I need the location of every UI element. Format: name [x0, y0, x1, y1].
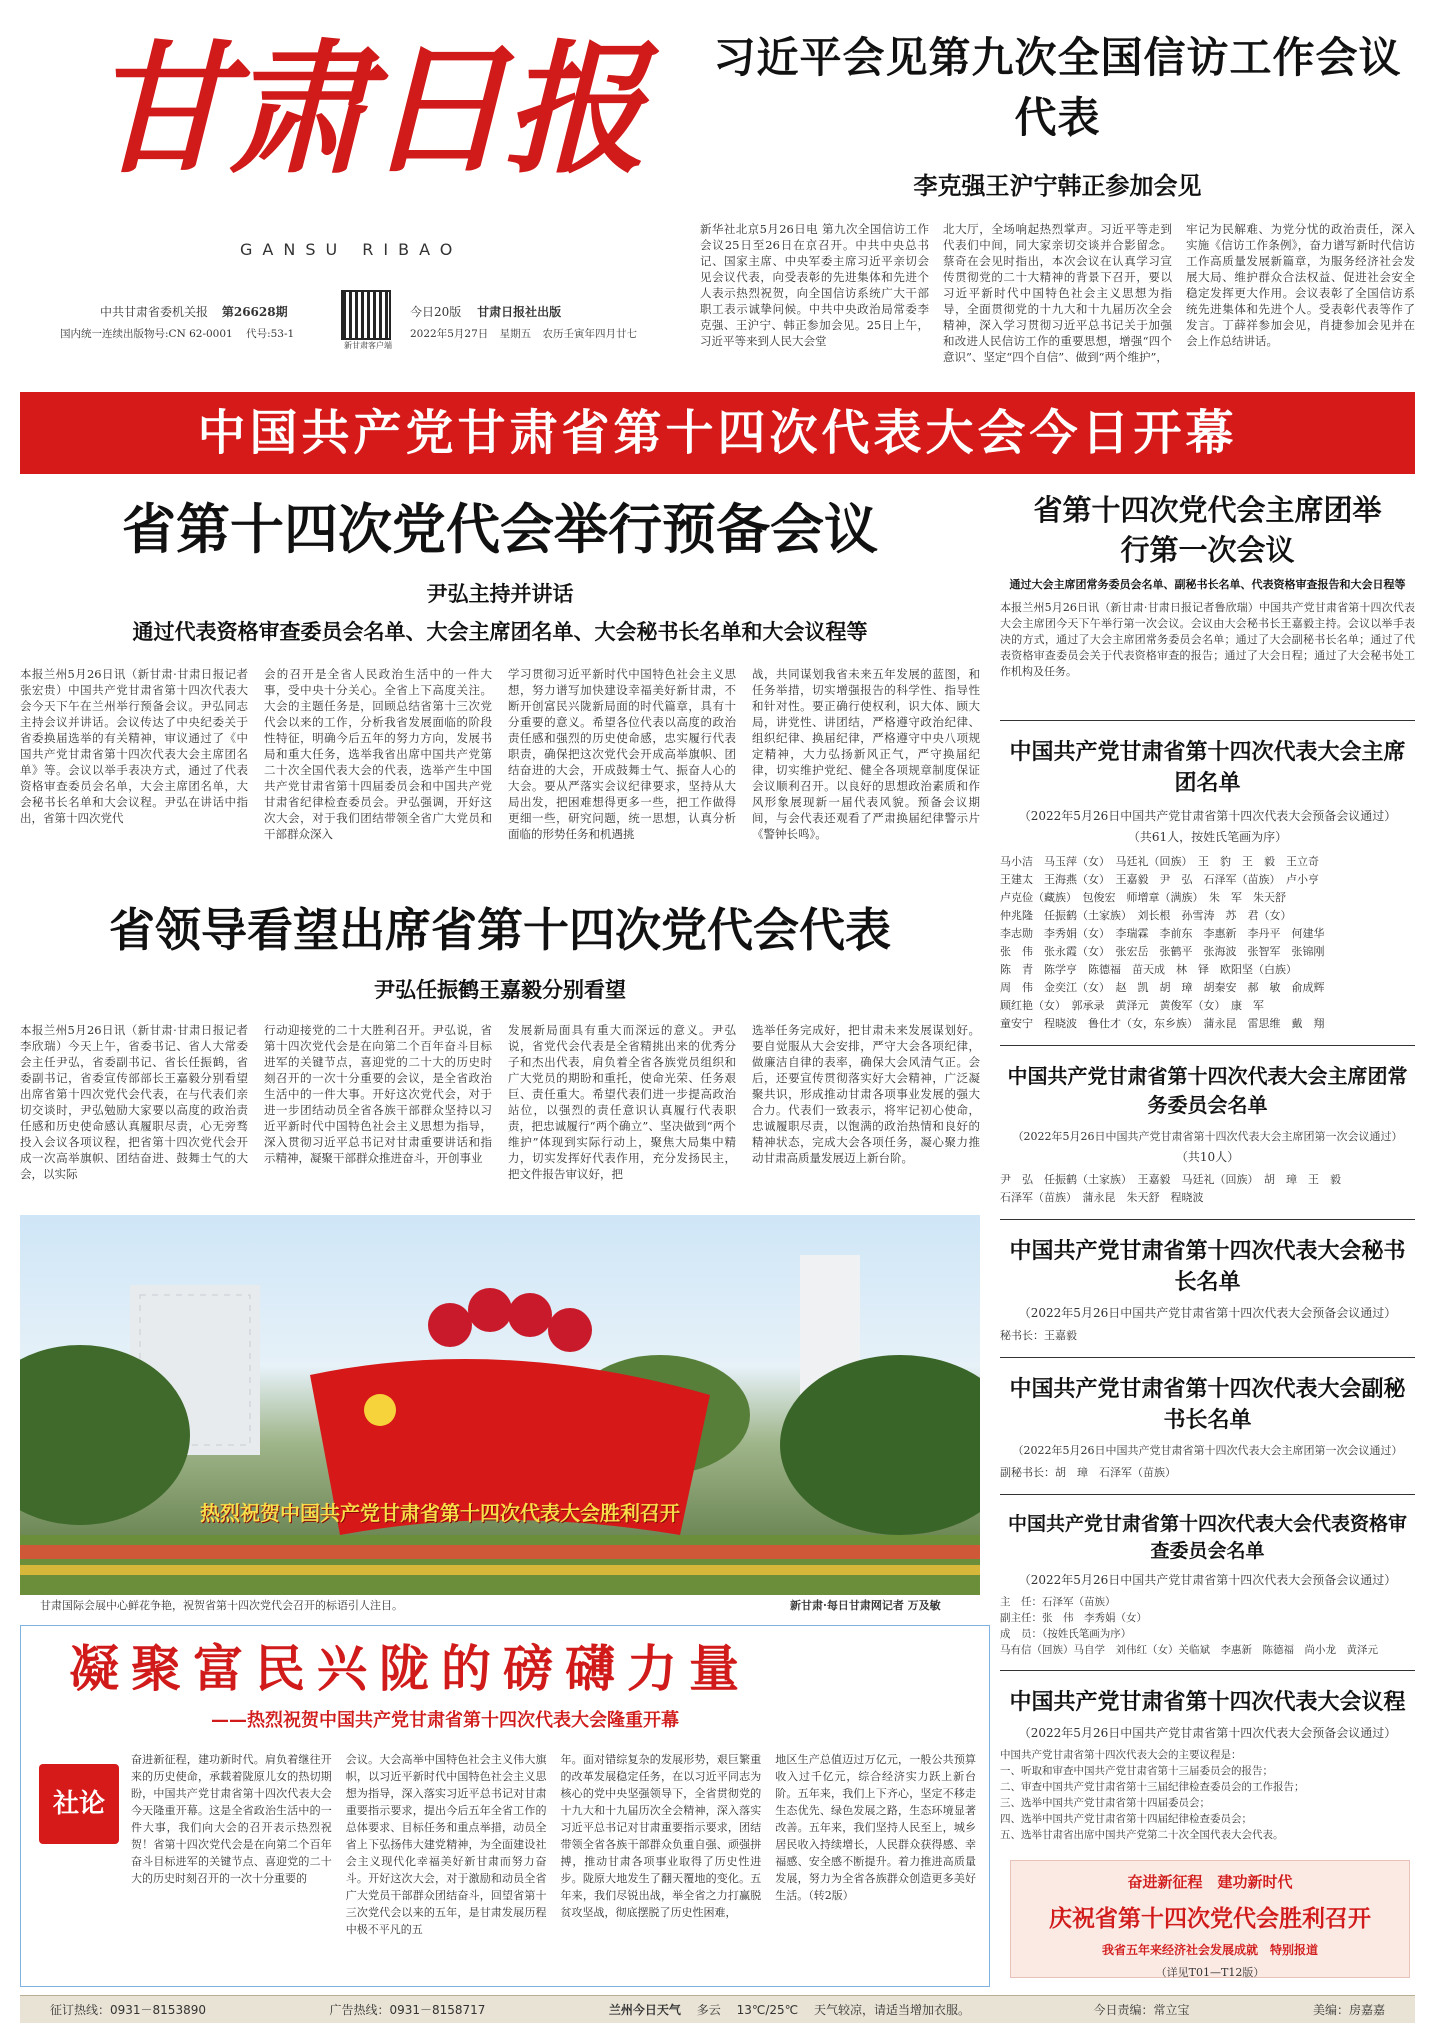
footer-ad: 广告热线：0931－8158717	[329, 2003, 486, 2017]
story-leaders-body	[20, 1022, 980, 1202]
editorial-col: 会议。大会高举中国特色社会主义伟大旗帜，以习近平新时代中国特色社会主义思想为指导，深入落实习近平总书记对甘肃重要指示要求，提出今后五年全省工作的总体要求、目标任务和重点举措，动员全省上下弘扬伟大建党精神，为全面建设社会主义现代化幸福美好新甘肃而努力奋斗。开好这次大会，对于激励和动员全省广大党员干部群众团结奋斗，回望省第十三次党代会以来的五年，是甘肃发展历程中极不平凡的五	[345, 1753, 547, 1936]
weather-text: 多云	[696, 2003, 721, 2017]
masthead-info-2	[60, 326, 294, 341]
masthead-info-3	[410, 303, 561, 320]
flower-row	[20, 1545, 980, 1559]
list-agenda-names: 中国共产党甘肃省第十四次代表大会的主要议程是： 一、听取和审查中国共产党甘肃省第十三届委员会的报告； 二、审查中国共产党甘肃省第十三届纪律检查委员会的工作报告； 三、选举中国共产党甘肃省第十四届委员会； 四、选举中国共产党甘肃省第十四届纪律检查委员会； 五、选举甘肃省出席中国共产党第二十次全国代表大会代表。	[1000, 1749, 1305, 1841]
list-presidium-title[interactable]: 中国共产党甘肃省第十四次代表大会主席团名单	[1009, 739, 1406, 796]
list-secretary-title[interactable]: 中国共产党甘肃省第十四次代表大会秘书长名单	[1009, 1238, 1406, 1295]
masthead	[20, 20, 700, 375]
list-secretary-sub: （2022年5月26日中国共产党甘肃省第十四次代表大会预备会议通过）	[1018, 1306, 1397, 1320]
story-prep-sub2: 通过代表资格审查委员会名单、大会主席团名单、大会秘书长名单和大会议程等	[132, 620, 868, 644]
list-standing-names: 尹 弘 任振鹤（土家族） 王嘉毅 马廷礼（回族） 胡 璋 王 毅 石泽军（苗族） 蒲永昆 朱天舒 程晓波	[1000, 1173, 1341, 1204]
flower-ball	[468, 1288, 512, 1332]
newspaper-logo: 甘肃日报	[90, 27, 642, 193]
editorial-subhead: ——热烈祝贺中国共产党甘肃省第十四次代表大会隆重开幕	[211, 1710, 679, 1731]
masthead-info-4	[410, 326, 637, 341]
top-story-body	[700, 221, 1415, 401]
story-leaders-headline[interactable]: 省领导看望出席省第十四次党代会代表	[109, 903, 891, 957]
top-story-col: 新华社北京5月26日电 第九次全国信访工作会议25日至26日在京召开。中共中央总书记、国家主席、中央军委主席习近平亲切会见会议代表，向受表彰的先进集体和先进个人表示热烈祝贺，向全国信访系统广大干部职工表示诚挚问候。中共中央政治局常委李克强、王沪宁、韩正参加会见。25日上午，习近平等来到人民大会堂	[700, 222, 929, 348]
story-prep	[20, 490, 980, 880]
weekday: 星期五	[499, 328, 532, 340]
list-standing-count: （共10人）	[1175, 1150, 1240, 1164]
qr-caption: 新甘肃客户端	[344, 341, 392, 350]
list-standing-title[interactable]: 中国共产党甘肃省第十四次代表大会主席团常务委员会名单	[1007, 1064, 1408, 1117]
footer-editor: 今日责编：常立宝	[1093, 2003, 1190, 2017]
flower-ball	[548, 1308, 592, 1352]
weather-notice: 天气较凉，请适当增加衣服。	[813, 2003, 970, 2017]
sidebar-story-headline[interactable]: 省第十四次党代会主席团举行第一次会议	[1033, 493, 1382, 567]
list-standing-sub: （2022年5月26日中国共产党甘肃省第十四次代表大会主席团第一次会议通过）	[1012, 1130, 1403, 1143]
list-agenda-title[interactable]: 中国共产党甘肃省第十四次代表大会议程	[1009, 1689, 1406, 1715]
list-secretary-names: 秘书长：王嘉毅	[1000, 1329, 1077, 1342]
list-agenda-sub: （2022年5月26日中国共产党甘肃省第十四次代表大会预备会议通过）	[1018, 1726, 1397, 1740]
footer-hotline: 征订热线：0931－8153890	[50, 2003, 206, 2017]
divider	[1000, 1670, 1415, 1671]
divider	[1000, 1494, 1415, 1495]
story-leaders-col: 行动迎接党的二十大胜利召开。尹弘说，省第十四次党代会是在向第二个百年奋斗目标进军的关键节点，喜迎党的二十大的历史时刻召开的一次十分重要的会议，是全省政治生活中的一件大事。开好这次党代会，对于进一步团结动员全省各族干部群众坚持以习近平新时代中国特色社会主义思想为指导，深入贯彻习近平总书记对甘肃重要讲话和指示精神，凝聚干部群众推进奋斗，开创事业	[264, 1023, 492, 1165]
weather-temp: 13℃/25℃	[736, 2003, 799, 2017]
sponsor: 中共甘肃省委机关报	[100, 305, 209, 319]
list-presidium-names: 马小洁 马玉萍（女） 马廷礼（回族） 王 豹 王 毅 王立奇 王建太 王海燕（女） 王嘉毅 尹 弘 石泽军（苗族） 卢小亨 卢克俭（藏族） 包俊宏 师增章（满族） 朱 军 朱天舒 仲兆隆 任振鹤（土家族） 刘长根 孙雪涛 苏 君（女） 李志勋 李秀娟（女） 李瑞霖 李前东 李惠新 李丹平 何建华 张 伟 张永霞（女） 张宏岳 张鹤平 张海波 张智军 张锦刚 陈 青 陈学亨 陈德福 苗天成 林 铎 欧阳坚（白族） 周 伟 金奕江（女） 赵 凯 胡 璋 胡秦安 郝 敏 俞成辉 顾红艳（女） 郭承录 黄泽元 黄俊军（女） 康 军 童安宁 程晓波 鲁仕才（女，东乡族） 蒲永昆 雷思维 戴 翔	[1000, 855, 1325, 1030]
list-presidium-count: （共61人，按姓氏笔画为序）	[1127, 830, 1288, 844]
photo-overlay-text: 热烈祝贺中国共产党甘肃省第十四次代表大会胜利召开	[200, 1501, 680, 1525]
top-story	[700, 28, 1415, 364]
top-story-subhead: 李克强王沪宁韩正参加会见	[913, 172, 1202, 200]
story-leaders-col: 本报兰州5月26日讯（新甘肃·甘肃日报记者李欣瑞）今天上午，省委书记、省人大常委会主任尹弘，省委副书记、省长任振鹤，省委副书记，省委宣传部部长王嘉毅分别看望出席省第十四次党代会代表，在与代表们亲切交谈时，尹弘勉励大家要以高度的政治责任感和历史使命感认真履职尽责，心无旁骛投入会议各项议程，把省第十四次党代会开成一次高举旗帜、团结奋进、鼓舞士气的大会，以实际	[20, 1023, 248, 1181]
flower-ball	[428, 1303, 472, 1347]
top-story-col: 北大厅，全场响起热烈掌声。习近平等走到代表们中间，同大家亲切交谈并合影留念。蔡奇在会见时指出，本次会议在认真学习宣传贯彻党的二十大精神的背景下召开，要以习近平新时代中国特色社会主义思想为指导，全面贯彻党的十九大和十九届历次全会精神，深入学习贯彻习近平总书记关于加强和改进人民信访工作的重要思想，增强“四个意识”、坚定“四个自信”、做到“两个维护”，	[943, 222, 1172, 364]
domestic-no: 国内统一连续出版物号:CN 62-0001	[60, 328, 233, 340]
list-credentials-title[interactable]: 中国共产党甘肃省第十四次代表大会代表资格审查委员会名单	[1007, 1513, 1407, 1562]
divider	[1000, 1219, 1415, 1220]
photo-illustration	[20, 1215, 980, 1595]
story-prep-body	[20, 666, 980, 866]
editorial-badge-label: 社论	[52, 1789, 105, 1819]
promo-title: 庆祝省第十四次党代会胜利召开	[1049, 1906, 1371, 1932]
divider	[1000, 1045, 1415, 1046]
list-deputy-secretary-sub: （2022年5月26日中国共产党甘肃省第十四次代表大会主席团第一次会议通过）	[1012, 1444, 1403, 1457]
flower-row	[20, 1565, 980, 1575]
publisher: 甘肃日报社出版	[477, 305, 562, 319]
list-deputy-secretary-names: 副秘书长：胡 璋 石泽军（苗族）	[1000, 1466, 1176, 1479]
postal-code: 代号:53-1	[246, 328, 295, 340]
list-presidium-sub: （2022年5月26日中国共产党甘肃省第十四次代表大会预备会议通过）	[1018, 809, 1397, 823]
list-credentials-names: 主 任：石泽军（苗族） 副主任：张 伟 李秀娟（女） 成 员：（按姓氏笔画为序） 马有信（回族）马自学 刘伟红（女）关临斌 李惠新 陈德福 尚小龙 黄泽元	[1000, 1596, 1378, 1656]
editorial-body	[131, 1751, 976, 1979]
flower-ball	[508, 1293, 552, 1337]
photo-credit: 新甘肃·每日甘肃网记者 万及敏	[790, 1599, 941, 1612]
pages-today: 今日20版	[410, 305, 462, 319]
story-prep-col: 学习贯彻习近平新时代中国特色社会主义思想，努力谱写加快建设幸福美好新甘肃，不断开创富民兴陇新局面的时代篇章，具有十分重要的意义。希望各位代表以高度的政治责任感和强烈的历史使命感，忠实履行代表职责，确保把这次党代会开成高举旗帜、团结奋进的大会，开成鼓舞士气、振奋人心的大会。要从严落实会议纪律要求，坚持从大局出发，把困难想得更多一些，把工作做得更细一些，研究问题，统一思想，认真分析面临的形势任务和机遇挑	[508, 667, 736, 841]
promo-line1: 奋进新征程 建功新时代	[1127, 1873, 1293, 1891]
footer-designer: 美编：房嘉嘉	[1312, 2003, 1385, 2017]
editorial-badge	[39, 1764, 119, 1844]
editorial-col: 奋进新征程，建功新时代。肩负着继往开来的历史使命，承载着陇原儿女的热切期盼，中国共产党甘肃省第十四次代表大会今天隆重开幕。这是全省政治生活中的一件大事，我们向大会的召开表示热烈祝贺！省第十四次党代会是在向第二个百年奋斗目标进军的关键节点、喜迎党的二十大的历史时刻召开的一次十分重要的	[131, 1753, 332, 1885]
editorial-col: 年。面对错综复杂的发展形势，艰巨繁重的改革发展稳定任务，在以习近平同志为核心的党中央坚强领导下，全省贯彻党的十九大和十九届历次全会精神，深入落实习近平总书记对甘肃重要指示要求，团结带领全省各族干部群众负重自强、顽强拼搏，推动甘肃各项事业取得了历史性进步。陇原大地发生了翻天覆地的变化。五年来，我们尽锐出战，举全省之力打赢脱贫攻坚战，彻底摆脱了历史性困难，	[560, 1753, 762, 1919]
story-leaders-col: 选举任务完成好，把甘肃未来发展谋划好。要自觉服从大会安排，严守大会各项纪律，做廉洁自律的表率，确保大会风清气正。会后，还要宣传贯彻落实好大会精神，广泛凝聚共识，形成推动甘肃各项事业发展的强大合力。代表们一致表示，将牢记初心使命，忠诚履职尽责，以饱满的政治热情和良好的精神状态，完成大会各项任务，凝心聚力推动甘肃高质量发展迈上新台阶。	[752, 1023, 980, 1165]
party-emblem	[364, 1394, 396, 1426]
issue-no: 第26628期	[221, 305, 288, 319]
divider	[1000, 720, 1415, 721]
main-banner[interactable]: 中国共产党甘肃省第十四次代表大会今日开幕	[20, 392, 1415, 474]
top-story-headline[interactable]: 习近平会见第九次全国信访工作会议代表	[713, 33, 1402, 142]
newspaper-pinyin: GANSU RIBAO	[240, 240, 463, 259]
promo-line3: （详见T01—T12版）	[1155, 1966, 1265, 1979]
editorial-headline[interactable]: 凝聚富民兴陇的磅礴力量	[69, 1640, 751, 1698]
promo-box[interactable]	[1010, 1860, 1410, 1978]
weather-city: 兰州今日天气	[608, 2003, 681, 2017]
sidebar-story-sub: 通过大会主席团常务委员会名单、副秘书长名单、代表资格审查报告和大会日程等	[1009, 578, 1406, 591]
story-leaders-col: 发展新局面具有重大而深远的意义。尹弘说，省党代会代表是全省精挑出来的优秀分子和杰出代表，肩负着全省各族党员组织和广大党员的期盼和重托，使命光荣、任务艰巨、责任重大。希望代表们进一步提高政治站位，以强烈的责任意识认真履行代表职责，把忠诚履行“两个确立”、坚决做到“两个维护”体现到实际行动上，聚焦大局集中精力，切实发挥好代表作用，充分发扬民主，把文件报告审议好，把	[508, 1023, 736, 1181]
lunar-date: 农历壬寅年四月廿七	[542, 328, 637, 340]
divider	[1000, 1357, 1415, 1358]
issue-date: 2022年5月27日	[410, 328, 489, 340]
sidebar-story-text: 本报兰州5月26日讯（新甘肃·甘肃日报记者鲁欣瑞）中国共产党甘肃省第十四次代表大会主席团今天下午举行第一次会议。会议由大会秘书长王嘉毅主持。会议以举手表决的方式，通过了大会主席团常务委员会名单；通过了大会副秘书长名单；通过了代表资格审查委员会关于代表资格审查的报告；通过了大会日程；通过了大会秘书处工作机构及任务。	[1000, 601, 1415, 678]
sidebar	[1000, 490, 1415, 1985]
top-story-col: 牢记为民解难、为党分忧的政治责任，深入实施《信访工作条例》，奋力谱写新时代信访工作高质量发展新篇章，为服务经济社会发展大局、维护群众合法权益、促进社会安全稳定发挥更大作用。会议表彰了全国信访系统先进集体和先进个人。受表彰代表等作了发言。丁薛祥参加会见，肖捷参加会见并在会上作总结讲话。	[1186, 222, 1415, 348]
story-prep-col: 战，共同谋划我省未来五年发展的蓝图，和任务举措，切实增强报告的科学性、指导性和针对性。要正确行使权利，识大体、顾大局，讲党性、讲团结，严格遵守政治纪律、组织纪律、换届纪律，严格遵守中央八项规定精神，大力弘扬新风正气，严守换届纪律，切实维护党纪、健全各项规章制度保证会议顺利召开。以良好的思想政治素质和作风形象展现新一届代表风貌。预备会议期间，与会代表还观看了严肃换届纪律警示片《警钟长鸣》。	[752, 667, 980, 841]
story-prep-sub1: 尹弘主持并讲话	[426, 582, 574, 606]
story-prep-col: 会的召开是全省人民政治生活中的一件大事，受中央十分关心。全省上下高度关注。大会的主题任务是，回顾总结省第十三次党代会以来的工作，分析我省发展面临的阶段性特征，明确今后五年的努力方向，发展书局和重大任务，选举我省出席中国共产党第二十次全国代表大会的代表，选举产生中国共产党甘肃省第十四届委员会和中国共产党甘肃省纪律检查委员会。尹弘强调，开好这次大会，对于我们团结带领全省广大党员和干部群众深入	[264, 667, 492, 841]
masthead-info-1	[100, 303, 288, 320]
promo-line2: 我省五年来经济社会发展成就 特别报道	[1101, 1943, 1318, 1957]
lead-photo[interactable]	[20, 1215, 980, 1595]
footer-bar	[20, 1995, 1415, 2023]
story-prep-col: 本报兰州5月26日讯（新甘肃·甘肃日报记者张宏贵）中国共产党甘肃省第十四次代表大会今天下午在兰州举行预备会议。尹弘同志主持会议并讲话。会议传达了中央纪委关于省委换届选举的有关精神，审议通过了《中国共产党甘肃省第十四次代表大会主席团名单》等。会议以举手表决方式，通过了代表资格审查委员会名单，大会主席团名单，大会秘书长名单和大会议程。尹弘在讲话中指出，省第十四次党代	[20, 667, 248, 825]
editorial-box	[20, 1625, 990, 1987]
list-deputy-secretary-title[interactable]: 中国共产党甘肃省第十四次代表大会副秘书长名单	[1009, 1376, 1406, 1433]
story-leaders-sub: 尹弘任振鹤王嘉毅分别看望	[374, 978, 626, 1002]
qr-code[interactable]	[343, 292, 389, 338]
footer-weather	[609, 1996, 970, 2023]
story-leaders	[20, 900, 980, 1200]
list-credentials-sub: （2022年5月26日中国共产党甘肃省第十四次代表大会预备会议通过）	[1018, 1573, 1397, 1587]
story-prep-headline[interactable]: 省第十四次党代会举行预备会议	[122, 498, 878, 561]
editorial-col: 地区生产总值迈过万亿元，一般公共预算收入过千亿元，综合经济实力跃上新台阶。五年来，我们上下齐心，坚定不移走生态优先、绿色发展之路，生态环境显著改善。五年来，我们坚持人民至上，城乡居民收入持续增长，人民群众获得感、幸福感、安全感不断提升。着力推进高质量发展，努力为全省各族群众创造更多美好生活。（转2版）	[775, 1753, 976, 1902]
photo-caption: 甘肃国际会展中心鲜花争艳，祝贺省第十四次党代会召开的标语引人注目。	[40, 1599, 403, 1612]
